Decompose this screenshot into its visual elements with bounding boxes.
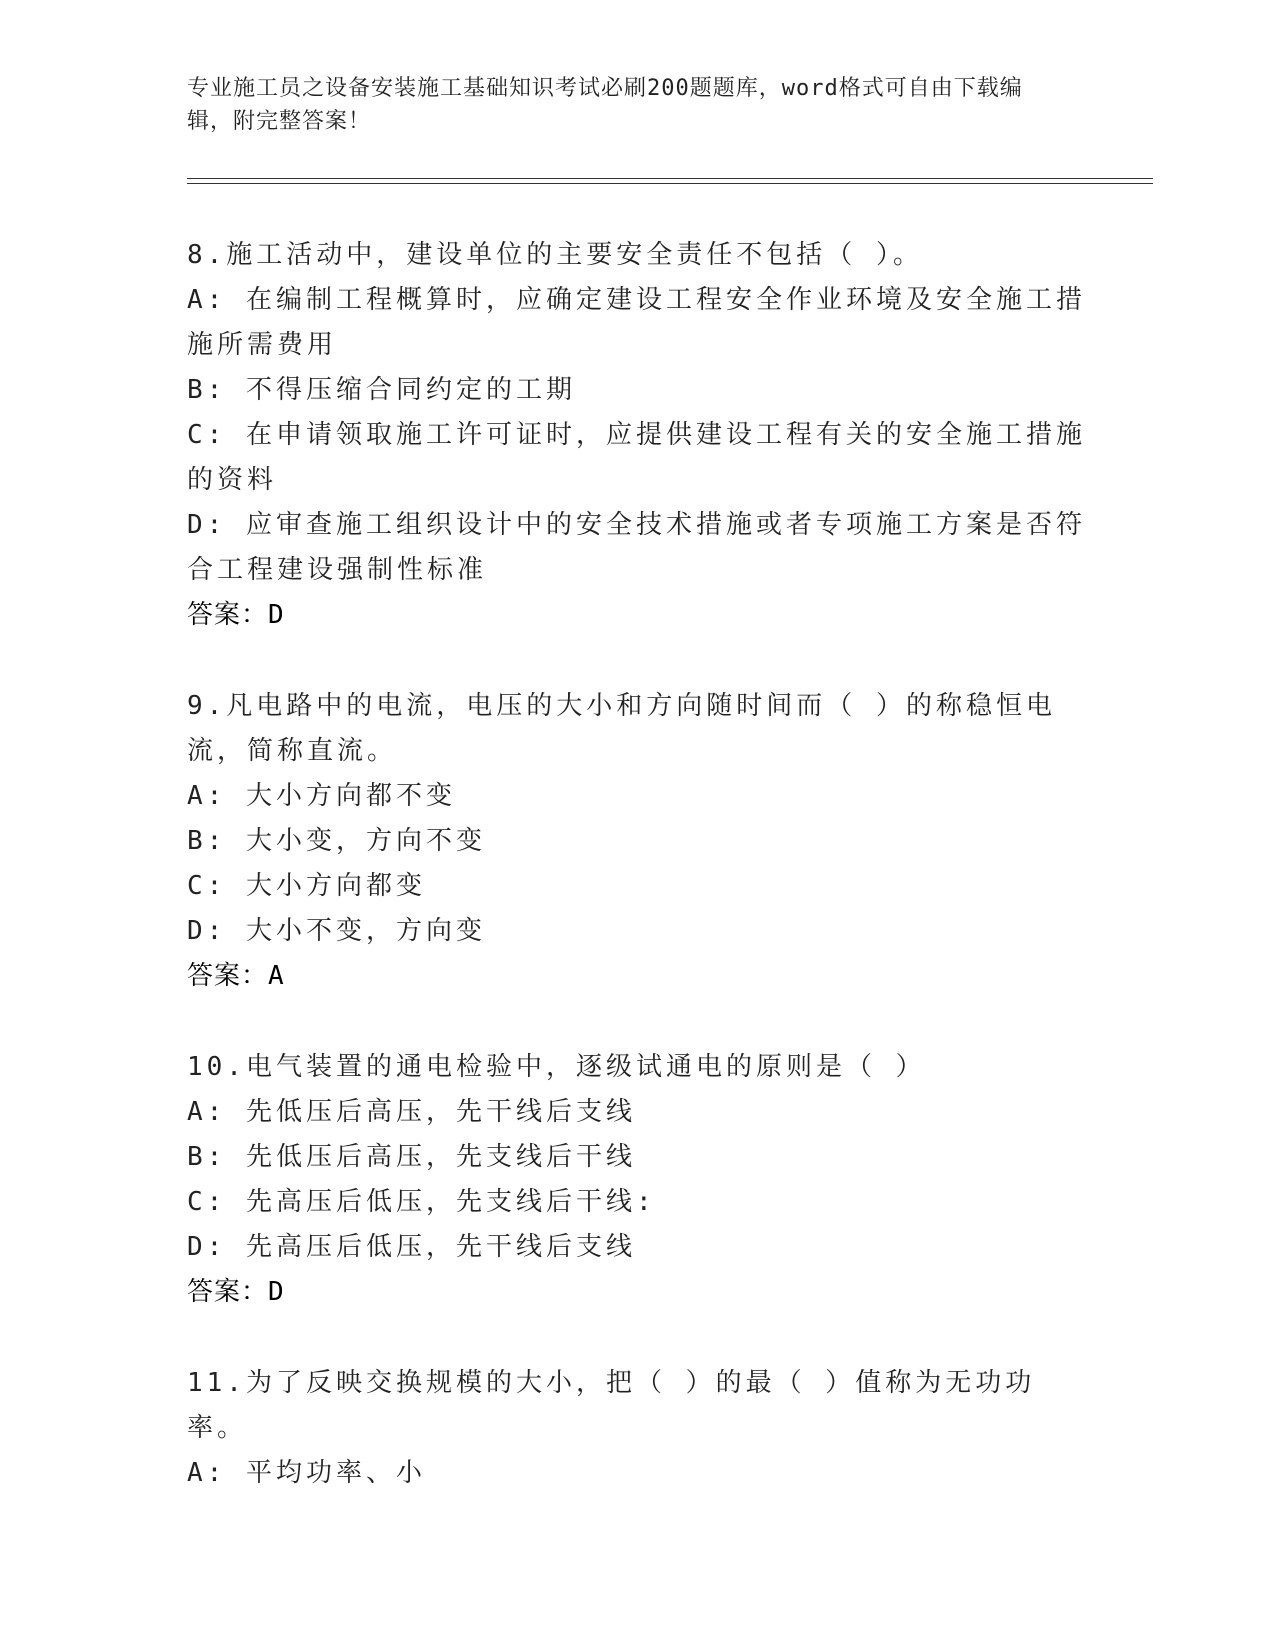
header-divider-top [187,178,1153,179]
option-a: A: 在编制工程概算时，应确定建设工程安全作业环境及安全施工措施所需费用 [187,285,1086,360]
question-stem: 10.电气装置的通电检验中，逐级试通电的原则是（ ） [187,1052,926,1082]
option-d: D: 先高压后低压，先干线后支线 [187,1232,636,1262]
header-divider-bottom [187,183,1153,184]
option-b: B: 先低压后高压，先支线后干线 [187,1142,636,1172]
option-d: D: 大小不变，方向变 [187,916,486,946]
answer-line [187,1270,1087,1315]
option-c: C: 先高压后低压，先支线后干线: [187,1187,656,1217]
question-9 [187,684,1087,999]
question-10 [187,1045,1087,1315]
option-c: C: 大小方向都变 [187,871,426,901]
answer-label: 答案： [187,600,269,630]
answer-value: D [268,1277,284,1307]
option-d: D: 应审查施工组织设计中的安全技术措施或者专项施工方案是否符合工程建设强制性标准 [187,510,1086,585]
option-a: A: 平均功率、小 [187,1458,426,1488]
option-b: B: 大小变，方向不变 [187,826,486,856]
question-stem: 11.为了反映交换规模的大小，把（ ）的最（ ）值称为无功功率。 [187,1368,1036,1443]
answer-label: 答案： [187,1277,269,1307]
answer-line [187,593,1087,638]
option-a: A: 大小方向都不变 [187,781,456,811]
option-a: A: 先低压后高压，先干线后支线 [187,1097,636,1127]
question-11 [187,1361,1087,1496]
question-stem: 9.凡电路中的电流，电压的大小和方向随时间而（ ）的称稳恒电流，简称直流。 [187,691,1056,766]
option-b: B: 不得压缩合同约定的工期 [187,375,576,405]
question-stem: 8.施工活动中，建设单位的主要安全责任不包括（ ）。 [187,240,923,270]
answer-value: A [268,961,284,991]
question-8 [187,233,1087,638]
document-header: 专业施工员之设备安装施工基础知识考试必刷200题题库，word格式可自由下载编辑，附完整答案！ [187,76,1023,134]
answer-value: D [268,600,284,630]
answer-label: 答案： [187,961,269,991]
answer-line [187,954,1087,999]
question-list [187,233,1087,1542]
option-c: C: 在申请领取施工许可证时，应提供建设工程有关的安全施工措施的资料 [187,420,1086,495]
